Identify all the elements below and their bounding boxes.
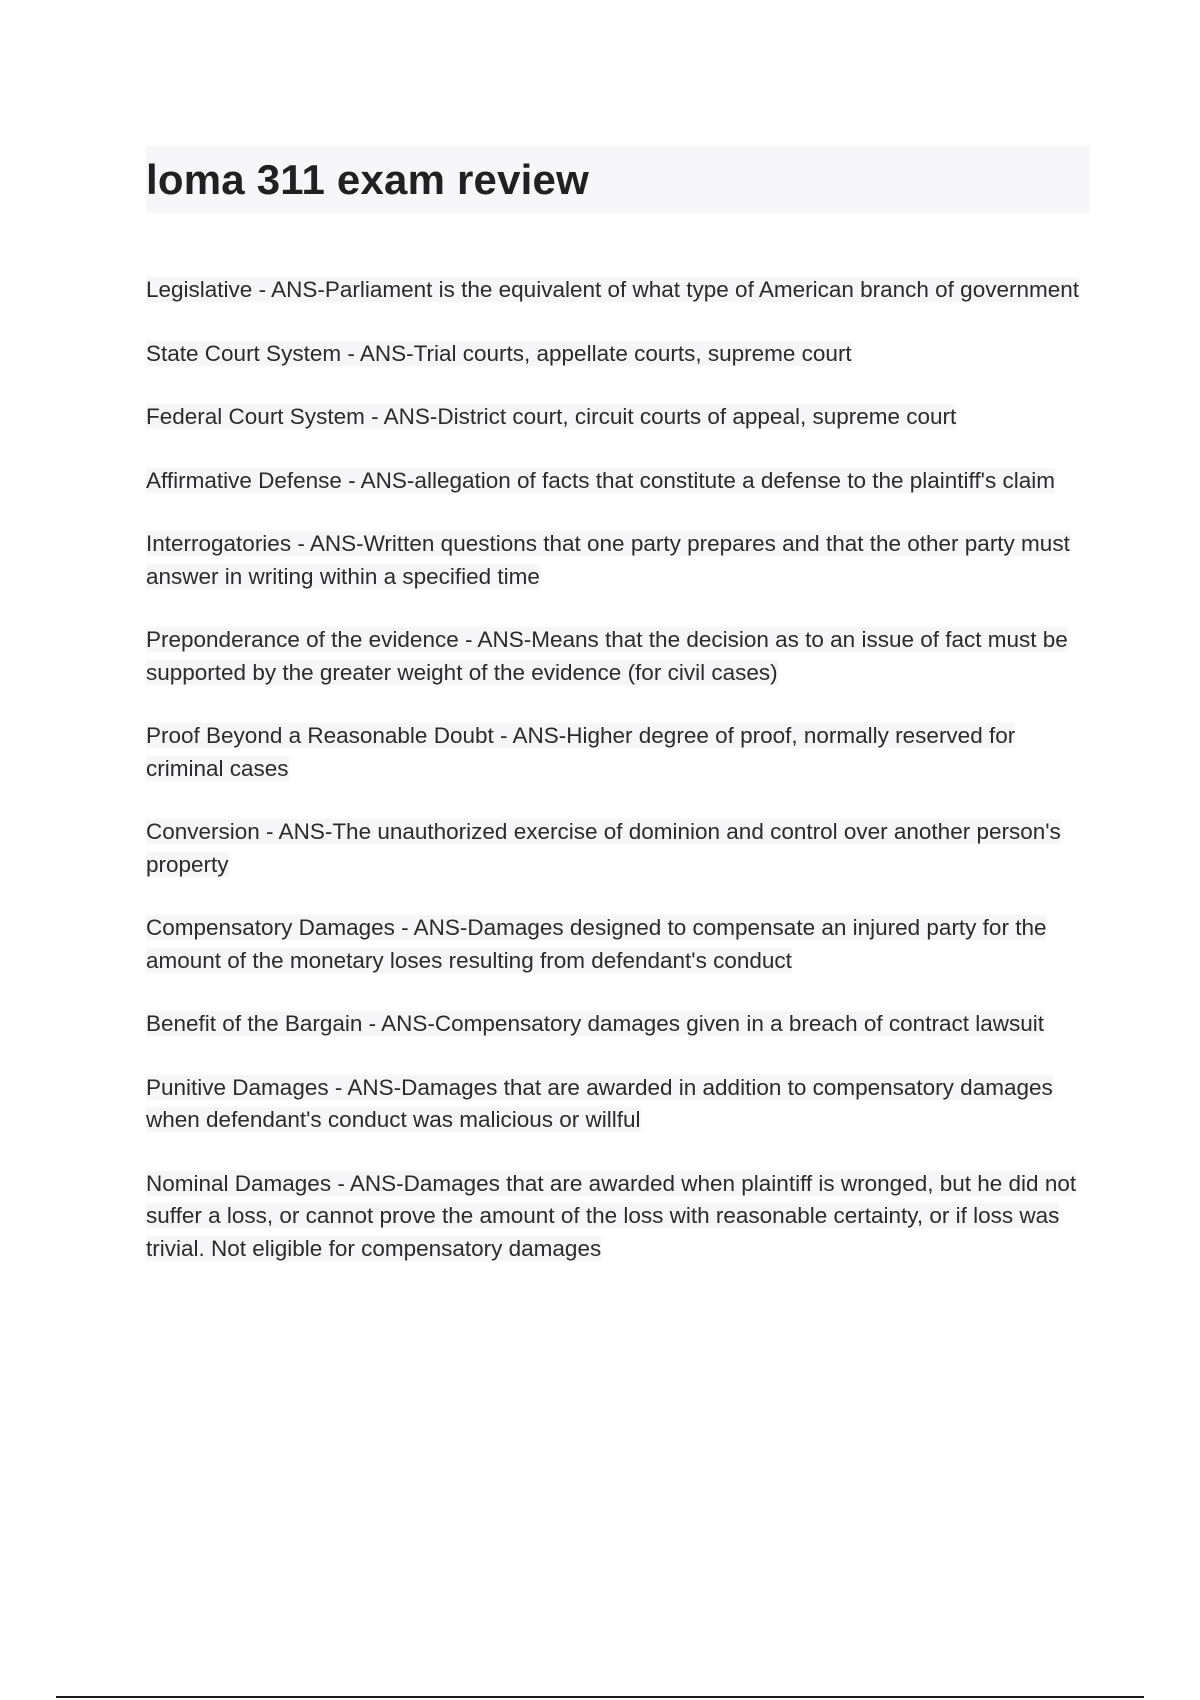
qa-entry-nominal-damages: [146, 1168, 1090, 1266]
qa-entry-federal-court-system: [146, 401, 1090, 434]
qa-entry-interrogatories: [146, 528, 1090, 593]
qa-entry-text: Benefit of the Bargain - ANS-Compensatory damages given in a breach of contract lawsuit: [146, 1011, 1044, 1036]
qa-list: [146, 274, 1090, 1296]
qa-entry-benefit-of-bargain: [146, 1008, 1090, 1041]
qa-entry-text: Preponderance of the evidence - ANS-Means that the decision as to an issue of fact must be supported by the greater weight of the evidence (for civil cases): [146, 627, 1068, 685]
qa-entry-text: Legislative - ANS-Parliament is the equivalent of what type of American branch of government: [146, 277, 1079, 302]
qa-entry-preponderance: [146, 624, 1090, 689]
page-title: loma 311 exam review: [146, 156, 589, 203]
qa-entry-punitive-damages: [146, 1072, 1090, 1137]
title-banner: [146, 146, 1090, 213]
qa-entry-text: Punitive Damages - ANS-Damages that are awarded in addition to compensatory damages when defendant's conduct was malicious or willful: [146, 1074, 1053, 1132]
qa-entry-affirmative-defense: [146, 465, 1090, 498]
qa-entry-legislative: [146, 274, 1090, 307]
qa-entry-state-court-system: [146, 338, 1090, 371]
qa-entry-compensatory-damages: [146, 912, 1090, 977]
qa-entry-text: Nominal Damages - ANS-Damages that are awarded when plaintiff is wronged, but he did not suffer a loss, or cannot prove the amount of the loss with reasonable certainty, or if loss was trivial. Not eligible for compensatory damages: [146, 1170, 1077, 1261]
qa-entry-text: Proof Beyond a Reasonable Doubt - ANS-Higher degree of proof, normally reserved for criminal cases: [146, 723, 1016, 781]
footer-divider: [56, 1696, 1144, 1698]
qa-entry-conversion: [146, 816, 1090, 881]
qa-entry-text: Federal Court System - ANS-District court, circuit courts of appeal, supreme court: [146, 404, 957, 429]
qa-entry-text: Compensatory Damages - ANS-Damages designed to compensate an injured party for the amount of the monetary loses resulting from defendant's conduct: [146, 915, 1047, 973]
qa-entry-text: Interrogatories - ANS-Written questions that one party prepares and that the other party must answer in writing within a specified time: [146, 531, 1070, 589]
qa-entry-text: State Court System - ANS-Trial courts, appellate courts, supreme court: [146, 340, 852, 366]
qa-entry-reasonable-doubt: [146, 720, 1090, 785]
qa-entry-text: Affirmative Defense - ANS-allegation of facts that constitute a defense to the plaintiff's claim: [146, 467, 1055, 493]
qa-entry-text: Conversion - ANS-The unauthorized exercise of dominion and control over another person's property: [146, 819, 1061, 877]
